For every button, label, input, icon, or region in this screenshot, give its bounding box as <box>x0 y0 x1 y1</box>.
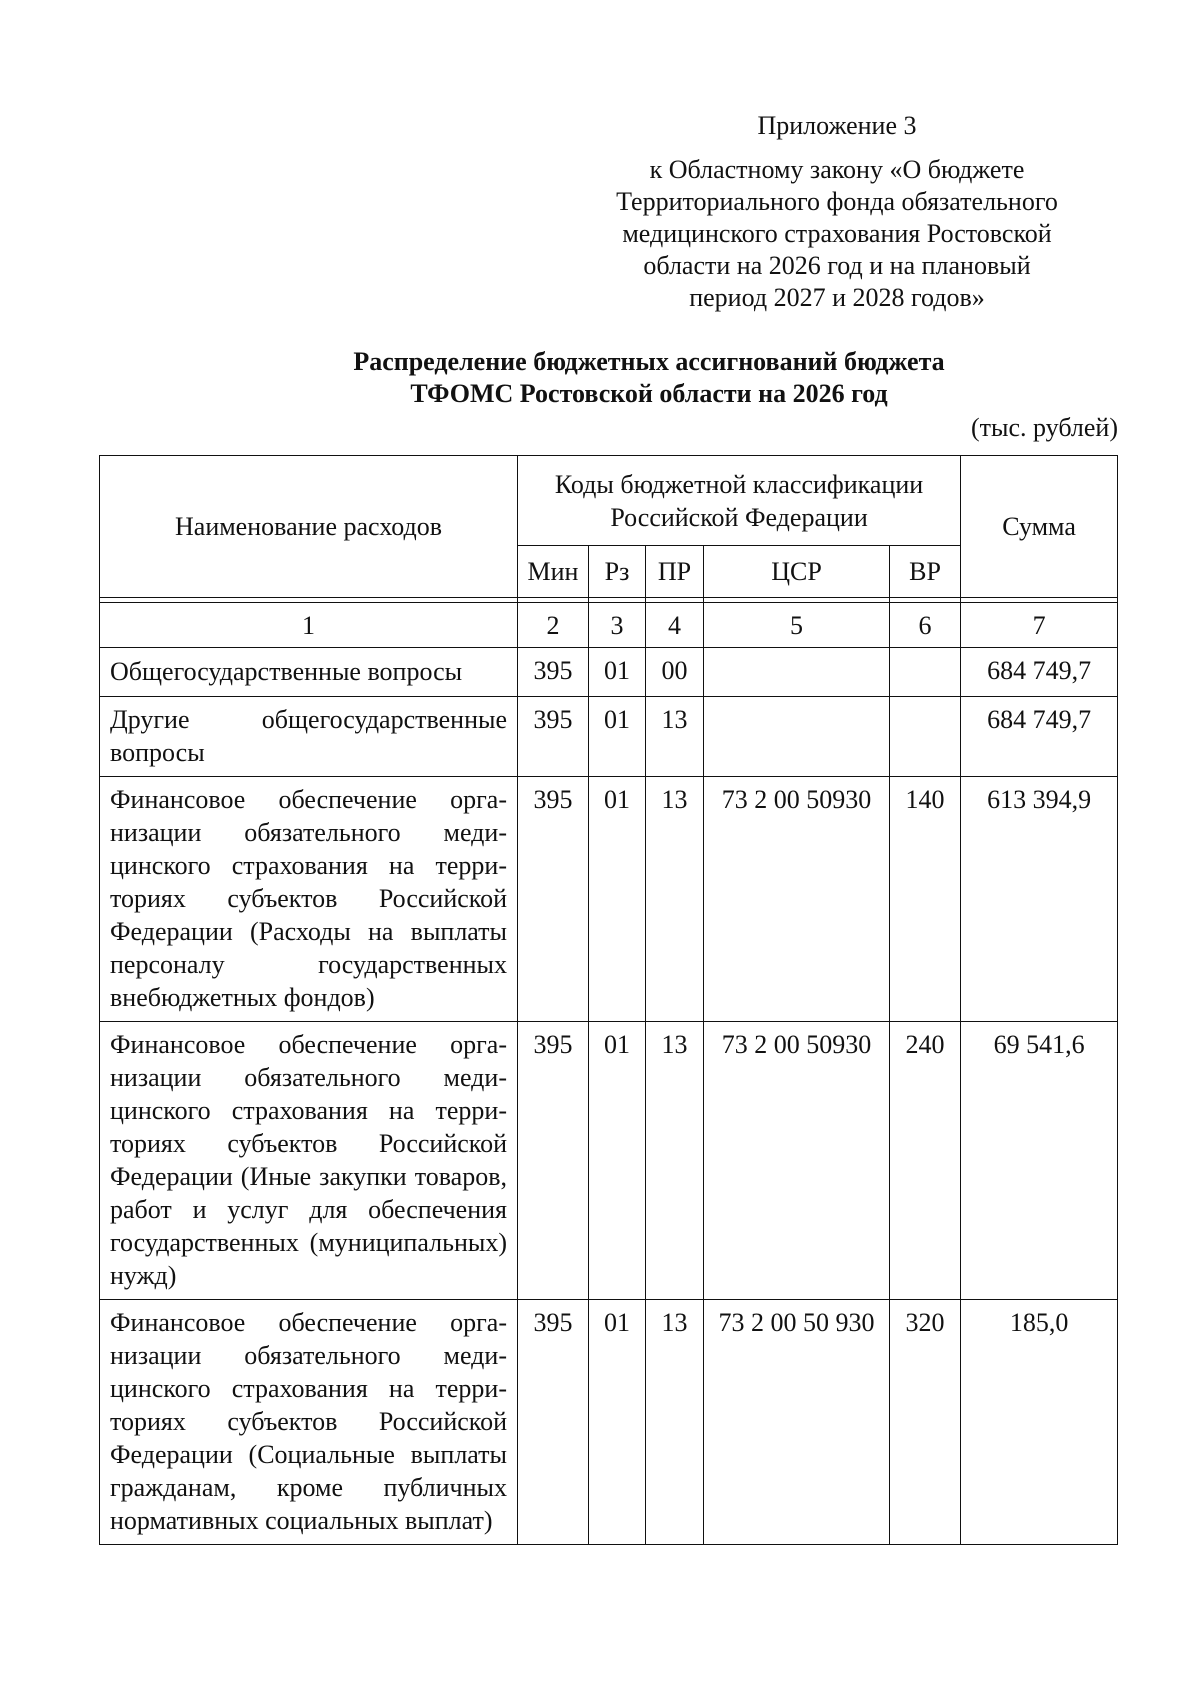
header-name: Наименование расходов <box>100 456 518 598</box>
table-row <box>100 697 1118 777</box>
header-rz: Рз <box>589 546 646 598</box>
column-number: 6 <box>890 603 961 648</box>
column-number: 3 <box>589 603 646 648</box>
appendix-line: к Областному закону «О бюджете <box>649 155 1025 184</box>
row-vr: 240 <box>890 1022 961 1300</box>
row-min: 395 <box>518 1300 589 1545</box>
units-note: (тыс. рублей) <box>970 413 1118 442</box>
row-pr: 00 <box>646 648 704 697</box>
row-csr: 73 2 00 50930 <box>704 1022 890 1300</box>
document-title-line: ТФОМС Ростовской области на 2026 год <box>410 379 888 408</box>
row-pr: 13 <box>646 1300 704 1545</box>
row-sum: 69 541,6 <box>961 1022 1118 1300</box>
row-csr: 73 2 00 50930 <box>704 777 890 1022</box>
table-row <box>100 777 1118 1022</box>
row-sum: 613 394,9 <box>961 777 1118 1022</box>
table-header-row <box>100 456 1118 546</box>
row-vr <box>890 697 961 777</box>
column-number: 5 <box>704 603 890 648</box>
row-rz: 01 <box>589 777 646 1022</box>
column-number: 7 <box>961 603 1118 648</box>
row-csr: 73 2 00 50 930 <box>704 1300 890 1545</box>
document-title <box>96 346 1200 410</box>
column-number: 1 <box>100 603 518 648</box>
appendix-title: Приложение 3 <box>757 111 917 140</box>
row-csr <box>704 648 890 697</box>
row-pr: 13 <box>646 1022 704 1300</box>
row-csr <box>704 697 890 777</box>
row-rz: 01 <box>589 1022 646 1300</box>
row-pr: 13 <box>646 697 704 777</box>
header-csr: ЦСР <box>704 546 890 598</box>
row-sum: 684 749,7 <box>961 697 1118 777</box>
row-min: 395 <box>518 648 589 697</box>
row-pr: 13 <box>646 777 704 1022</box>
column-number: 4 <box>646 603 704 648</box>
header-pr: ПР <box>646 546 704 598</box>
row-vr: 320 <box>890 1300 961 1545</box>
row-name: Общегосударственные вопросы <box>100 648 518 697</box>
row-rz: 01 <box>589 697 646 777</box>
row-min: 395 <box>518 697 589 777</box>
appendix-reference <box>596 154 1078 314</box>
appendix-line: Территориального фонда обязательного <box>616 187 1058 216</box>
row-min: 395 <box>518 777 589 1022</box>
row-sum: 684 749,7 <box>961 648 1118 697</box>
row-vr <box>890 648 961 697</box>
table-row <box>100 648 1118 697</box>
row-name: Финансовое обеспечение организации обязательного медицинского страхования на территориях субъектов Российской Федерации (Социальные выплаты гражданам, кроме публичных нормативных социальных выплат) <box>100 1300 518 1545</box>
row-sum: 185,0 <box>961 1300 1118 1545</box>
row-rz: 01 <box>589 648 646 697</box>
header-sum: Сумма <box>961 456 1118 598</box>
header-vr: ВР <box>890 546 961 598</box>
table-row <box>100 1022 1118 1300</box>
row-name: Другие общегосударственные вопросы <box>100 697 518 777</box>
appendix-line: области на 2026 год и на плановый <box>643 251 1031 280</box>
table-row <box>100 1300 1118 1545</box>
row-name: Финансовое обеспечение организации обязательного медицинского страхования на территориях субъектов Российской Федерации (Расходы на выплаты персоналу государственных внебюджетных фондов) <box>100 777 518 1022</box>
column-number-row <box>100 603 1118 648</box>
row-min: 395 <box>518 1022 589 1300</box>
row-name: Финансовое обеспечение организации обязательного медицинского страхования на территориях субъектов Российской Федерации (Иные закупки товаров, работ и услуг для обеспечения государственных (муниципальных) нужд) <box>100 1022 518 1300</box>
row-rz: 01 <box>589 1300 646 1545</box>
budget-allocation-table <box>99 455 1118 1545</box>
appendix-line: медицинского страхования Ростовской <box>622 219 1052 248</box>
header-min: Мин <box>518 546 589 598</box>
appendix-line: период 2027 и 2028 годов» <box>689 283 985 312</box>
column-number: 2 <box>518 603 589 648</box>
document-title-line: Распределение бюджетных ассигнований бюджета <box>353 347 945 376</box>
row-vr: 140 <box>890 777 961 1022</box>
header-codes-group: Коды бюджетной классификации Российской Федерации <box>518 456 961 546</box>
